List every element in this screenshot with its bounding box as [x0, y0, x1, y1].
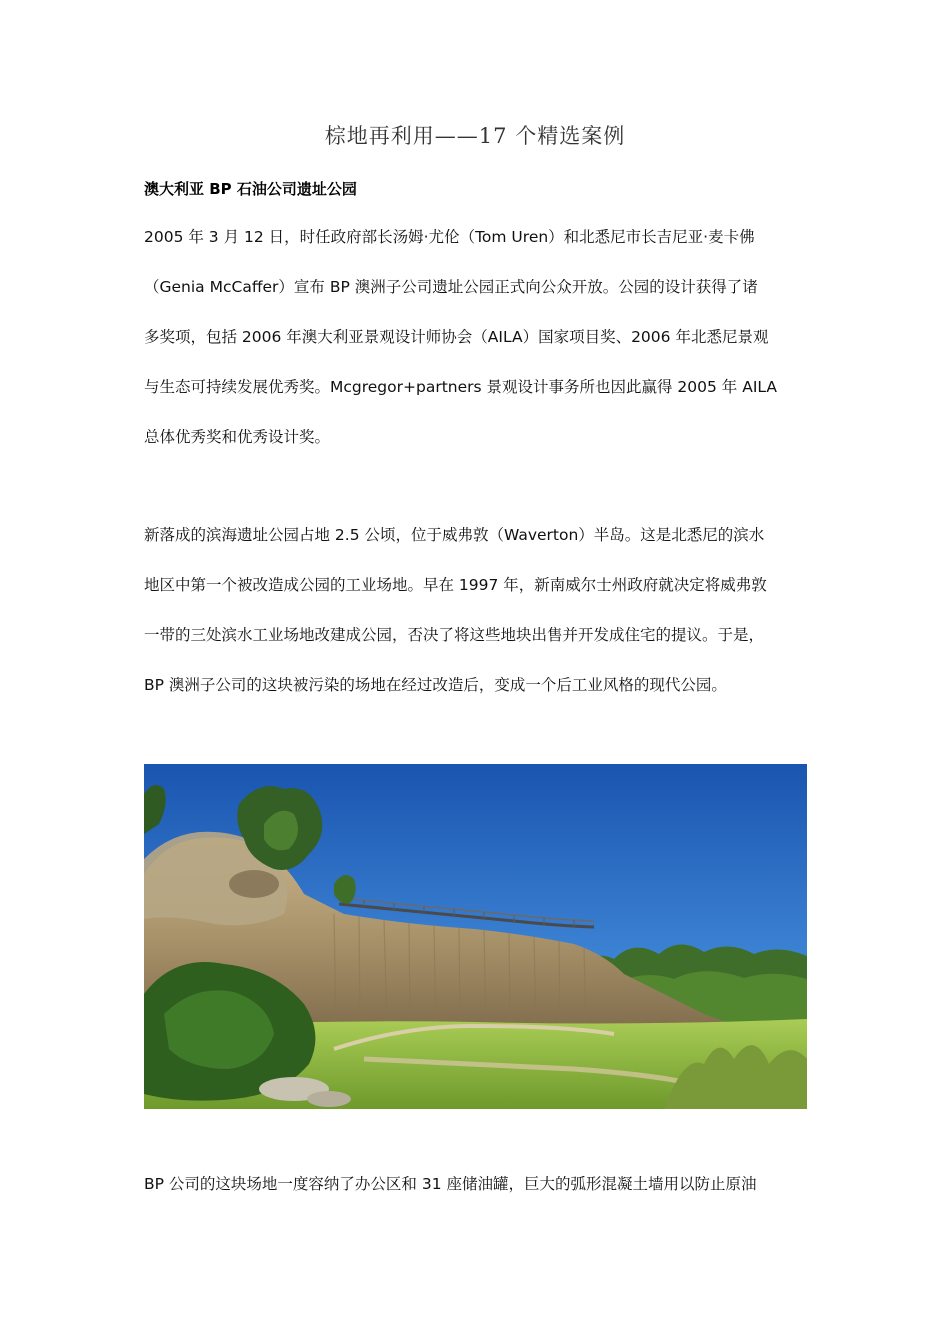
paragraph-line: 一带的三处滨水工业场地改建成公园，否决了将这些地块出售并开发成住宅的提议。于是，: [144, 626, 765, 644]
paragraph-line: 总体优秀奖和优秀设计奖。: [144, 428, 331, 446]
paragraph-line: 2005 年 3 月 12 日，时任政府部长汤姆·尤伦（Tom Uren）和北悉尼市长吉尼亚·麦卡佛: [144, 228, 755, 246]
park-photo-illustration: [144, 764, 807, 1109]
paragraph-line: BP 公司的这块场地一度容纳了办公区和 31 座储油罐，巨大的弧形混凝土墙用以防止原油: [144, 1175, 757, 1193]
paragraph-line: BP 澳洲子公司的这块被污染的场地在经过改造后，变成一个后工业风格的现代公园。: [144, 676, 727, 694]
paragraph-line: （Genia McCaffer）宣布 BP 澳洲子公司遗址公园正式向公众开放。公园的设计获得了诸: [144, 278, 758, 296]
paragraph-2: [144, 510, 814, 710]
paragraph-line: 地区中第一个被改造成公园的工业场地。早在 1997 年，新南威尔士州政府就决定将威弗敦: [144, 576, 767, 594]
paragraph-line: 与生态可持续发展优秀奖。Mcgregor+partners 景观设计事务所也因此赢得 2005 年 AILA: [144, 378, 778, 396]
section-heading: 澳大利亚 BP 石油公司遗址公园: [144, 180, 357, 198]
paragraph-line: 多奖项，包括 2006 年澳大利亚景观设计师协会（AILA）国家项目奖、2006 年北悉尼景观: [144, 328, 769, 346]
paragraph-line: 新落成的滨海遗址公园占地 2.5 公顷，位于威弗敦（Waverton）半岛。这是北悉尼的滨水: [144, 526, 765, 544]
paragraph-3: [144, 1159, 814, 1209]
paragraph-1: [144, 212, 814, 462]
page-title: 棕地再利用——17 个精选案例: [324, 124, 626, 148]
park-photo: [144, 764, 807, 1109]
